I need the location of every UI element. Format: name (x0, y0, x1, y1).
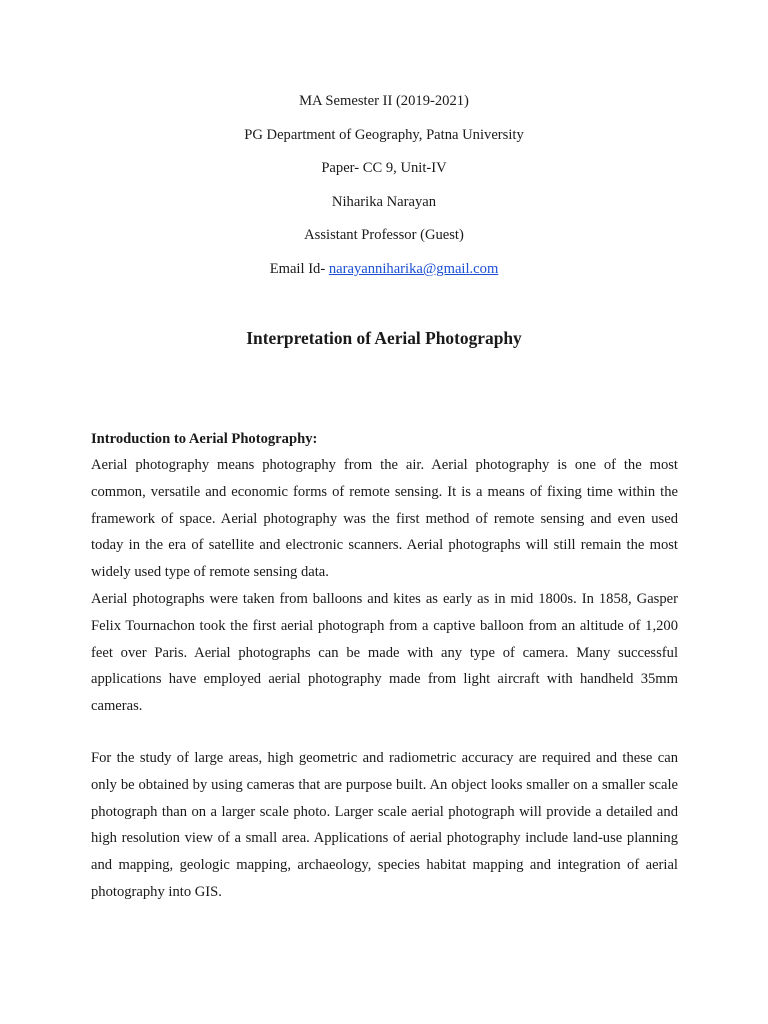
document-header (0, 91, 768, 293)
section-heading: Introduction to Aerial Photography: (91, 431, 318, 447)
department-line: PG Department of Geography, Patna University (244, 126, 524, 143)
document-title: Interpretation of Aerial Photography (246, 328, 522, 348)
author-designation: Assistant Professor (Guest) (304, 227, 464, 244)
study-paragraph (91, 745, 678, 906)
paragraph-1: Aerial photography means photography from the air. Aerial photography is one of the most common, versatile and economic forms of remote sensing. It is a means of fixing time within the framework of space. Aerial photography was the first method of remote sensing and even used today in the era of satellite and electronic scanners. Aerial photographs will still remain the most widely used type of remote sensing data. (91, 457, 678, 581)
paragraph-3: For the study of large areas, high geometric and radiometric accuracy are required and these can only be obtained by using cameras that are purpose built. An object looks smaller on a smaller scale photograph than on a larger scale photo. Larger scale aerial photograph will provide a detailed and high resolution view of a small area. Applications of aerial photography include land-use planning and mapping, geologic mapping, archaeology, species habitat mapping and integration of aerial photography into GIS. (91, 750, 678, 900)
paper-line: Paper- CC 9, Unit-IV (321, 160, 447, 177)
course-line: MA Semester II (2019-2021) (299, 93, 469, 109)
intro-paragraphs (91, 452, 678, 720)
author-name: Niharika Narayan (331, 193, 437, 210)
email-label: Email Id- (269, 260, 329, 277)
paragraph-2: Aerial photographs were taken from balloons and kites as early as in mid 1800s. In 1858, Gasper Felix Tournachon took the first aerial photograph from a captive balloon from an altitude of 1,200 feet over Paris. Aerial photographs can be made with any type of camera. Many successful applications have employed aerial photography made from light aircraft with handheld 35mm cameras. (91, 590, 678, 715)
email-link[interactable]: narayanniharika@gmail.com (328, 260, 499, 277)
email-line (0, 259, 768, 279)
